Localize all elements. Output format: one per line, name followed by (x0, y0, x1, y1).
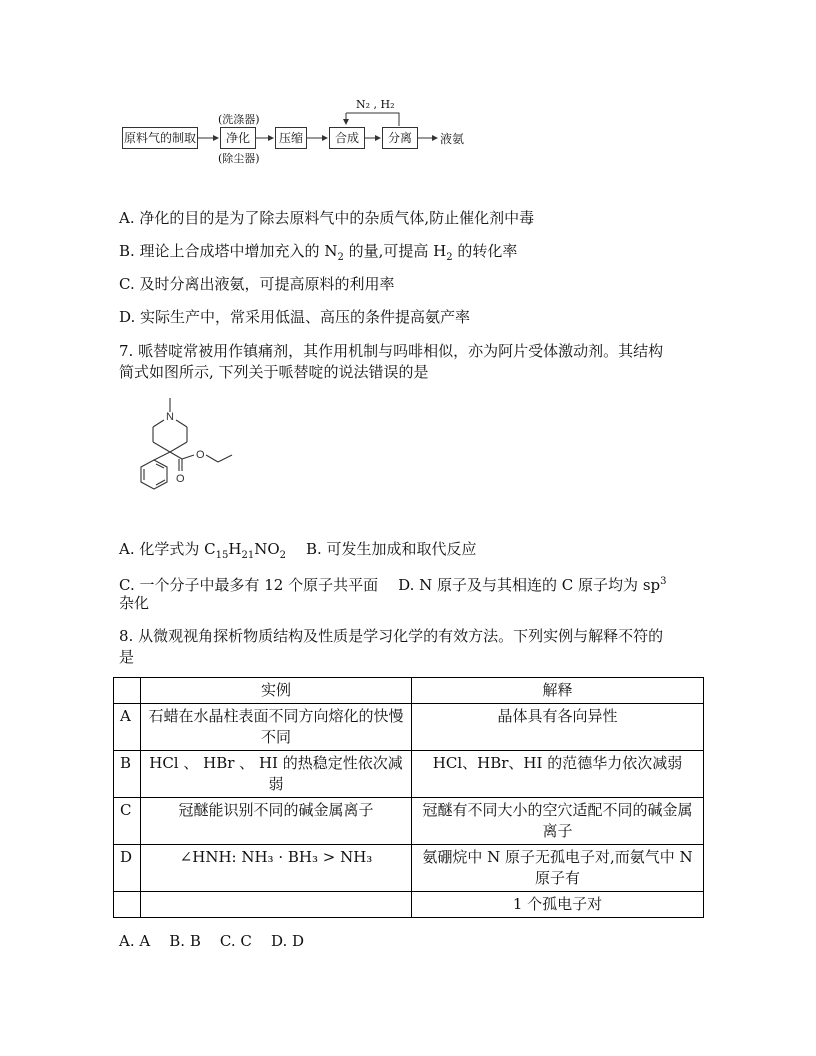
box-compression: 压缩 (275, 127, 307, 149)
row-example (141, 892, 412, 918)
q7-option-d: D. N 原子及与其相连的 C 原子均为 $sp^3$ (398, 576, 667, 594)
q7-stem-line1: 7. 哌替啶常被用作镇痛剂，其作用机制与吗啡相似，亦为阿片受体激动剂。其结构 (119, 342, 664, 360)
table-row (114, 704, 704, 751)
row-explanation: HCl、HBr、HI 的范德华力依次减弱 (412, 751, 704, 798)
q7-options-ab (119, 539, 477, 566)
box-feed-preparation: 原料气的制取 (122, 127, 198, 149)
box-purification: 净化 (220, 127, 256, 149)
q8-answer-options: A. A B. B C. C D. D (119, 932, 305, 950)
row-example: HCl 、 HBr 、 HI 的热稳定性依次减弱 (141, 751, 412, 798)
table-row (114, 845, 704, 892)
q8-comparison-table (113, 677, 704, 918)
q7-options-cd (119, 572, 667, 595)
atom-n-label: N (166, 411, 174, 423)
table-row (114, 892, 704, 918)
row-example: ∠HNH: NH₃ · BH₃ > NH₃ (141, 845, 412, 892)
q6-option-a: A. 净化的目的是为了除去原料气中的杂质气体,防止催化剂中毒 (119, 209, 535, 227)
product-liquid-ammonia: 液氨 (440, 132, 465, 146)
row-key: B (114, 751, 141, 798)
atom-o-ester-label: O (196, 449, 205, 461)
q7-stem-line2: 简式如图所示, 下列关于哌替啶的说法错误的是 (119, 363, 429, 381)
q6-option-d: D. 实际生产中，常采用低温、高压的条件提高氨产率 (119, 308, 471, 326)
pethidine-structure (118, 392, 248, 502)
row-key: D (114, 845, 141, 892)
q7-option-b: B. 可发生加成和取代反应 (306, 540, 477, 558)
row-key: C (114, 798, 141, 845)
row-explanation: 冠醚有不同大小的空穴适配不同的碱金属离子 (412, 798, 704, 845)
box-separation: 分离 (382, 127, 418, 149)
table-row (114, 751, 704, 798)
table-header-explanation: 解释 (412, 678, 704, 704)
q8-stem-line2: 是 (119, 648, 135, 666)
atom-o-carbonyl-label: O (176, 473, 185, 485)
box-synthesis: 合成 (329, 127, 365, 149)
scrubber-note: (洗涤器) (218, 113, 260, 126)
row-key (114, 892, 141, 918)
q8-stem-line1: 8. 从微观视角探析物质结构及性质是学习化学的有效方法。下列实例与解释不符的 (119, 627, 664, 645)
q7-option-c: C. 一个分子中最多有 12 个原子共平面 (119, 576, 379, 594)
table-header-example: 实例 (141, 678, 412, 704)
q6-option-b: B. 理论上合成塔中增加充入的 $N_2$ 的量,可提高 $H_2$ 的转化率 (119, 242, 518, 263)
row-explanation: 1 个孤电子对 (412, 892, 704, 918)
row-example: 冠醚能识别不同的碱金属离子 (141, 798, 412, 845)
table-header-row (114, 678, 704, 704)
row-example: 石蜡在水晶柱表面不同方向熔化的快慢不同 (141, 704, 412, 751)
q6-option-c: C. 及时分离出液氨，可提高原料的利用率 (119, 275, 395, 293)
dust-collector-note: (除尘器) (218, 152, 260, 165)
table-header-key (114, 678, 141, 704)
row-key: A (114, 704, 141, 751)
feed-gas-label: N₂ , H₂ (356, 98, 395, 111)
q7-option-a: A. 化学式为 $C_{15}H_{21}NO_2$ (119, 540, 286, 561)
row-explanation: 晶体具有各向异性 (412, 704, 704, 751)
table-row (114, 798, 704, 845)
row-explanation: 氨硼烷中 N 原子无孤电子对,而氨气中 N 原子有 (412, 845, 704, 892)
q7-option-d-cont: 杂化 (119, 594, 150, 612)
flow-arrows (0, 0, 816, 180)
